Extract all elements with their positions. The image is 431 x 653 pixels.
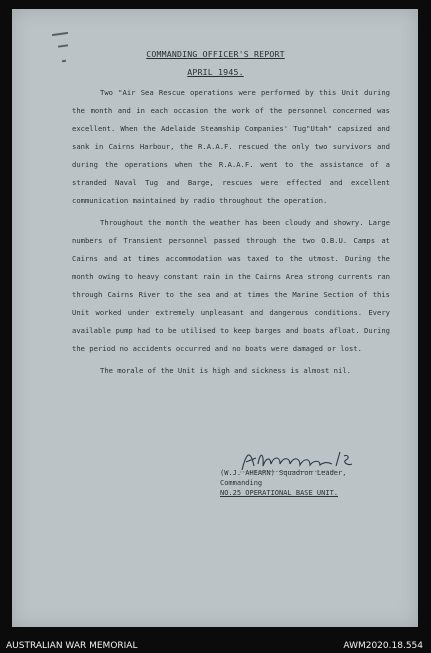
paragraph-rescue-operations: Two "Air Sea Rescue operations were performed by this Unit during the month and in each occasion the work of the personnel concerned was excellent. When the Adelaide Steamship Companies' Tug"Utah" capsized and sank in Cairns Harbour, the R.A.A.F. rescued the only two survivors and during the operations when the R.A.A.F. went to the assistance of a stranded Naval Tug and Barge, rescues were effected and excellent communication maintained by radio throughout the operation.	[72, 88, 390, 205]
institution-label: AUSTRALIAN WAR MEMORIAL	[6, 641, 138, 651]
signatory-role: Commanding	[220, 479, 263, 487]
footer-bar	[0, 638, 431, 653]
signatory-name: (W.J. AHEARN) Squadron Leader,	[220, 469, 347, 477]
report-body	[72, 84, 390, 384]
signatory-unit: NO.25 OPERATIONAL BASE UNIT.	[220, 489, 339, 497]
report-date: APRIL 1945.	[187, 67, 244, 77]
reference-number: AWM2020.18.554	[343, 641, 423, 651]
paragraph-weather: Throughout the month the weather has been cloudy and showry. Large numbers of Transient personnel passed through the two O.B.U. Camps at Cairns and at times accommodation was taxed to the utmost. During the month owing to heavy constant rain in the Cairns Area strong currents ran through Cairns River to the sea and at times the Marine Section of this Unit worked under extremely unpleasant and dangerous conditions. Every available pump had to be utilised to keep barges and boats afloat. During the period no accidents occurred and no boats were damaged or lost.	[72, 218, 390, 353]
signature-block	[220, 468, 400, 498]
report-title: COMMANDING OFFICER'S REPORT	[146, 49, 285, 59]
paragraph-morale: The morale of the Unit is high and sickness is almost nil.	[100, 366, 351, 375]
